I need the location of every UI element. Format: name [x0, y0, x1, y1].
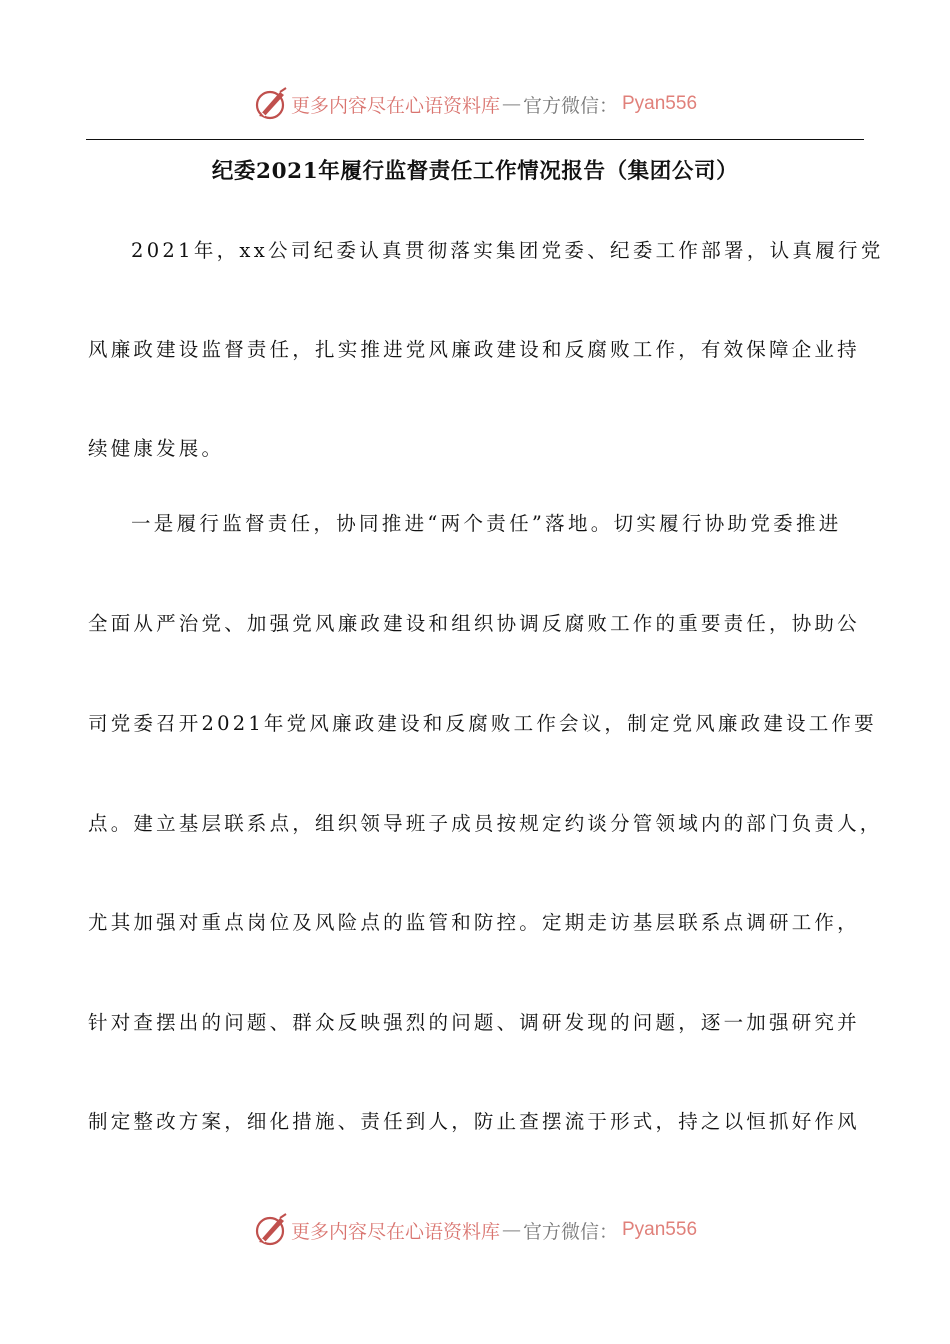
paragraph-line: 一是履行监督责任，协同推进“两个责任”落地。切实履行协助党委推进 [131, 512, 842, 535]
paragraph-line: 风廉政建设监督责任，扎实推进党风廉政建设和反腐败工作，有效保障企业持 [88, 338, 860, 361]
banner-dash: — [501, 1219, 521, 1241]
paragraph-line: 点。建立基层联系点，组织领导班子成员按规定约谈分管领域内的部门负责人， [88, 812, 883, 835]
banner-dash: — [501, 93, 521, 115]
banner-wechat-id: Pyan556 [622, 93, 698, 114]
banner-wechat-id: Pyan556 [622, 1219, 698, 1240]
banner-text: 更多内容尽在心语资料库 [290, 94, 500, 117]
paragraph-line: 制定整改方案，细化措施、责任到人，防止查摆流于形式，持之以恒抓好作风 [88, 1110, 860, 1133]
banner-text: 更多内容尽在心语资料库 [290, 1220, 500, 1243]
banner-wechat-label: 官方微信： [522, 94, 618, 117]
banner-wechat-label: 官方微信： [522, 1220, 618, 1243]
paragraph-line: 司党委召开2021年党风廉政建设和反腐败工作会议，制定党风廉政建设工作要 [88, 712, 877, 735]
footer-banner [0, 1210, 950, 1250]
paragraph-line: 全面从严治党、加强党风廉政建设和组织协调反腐败工作的重要责任，协助公 [88, 612, 860, 635]
paragraph-line: 尤其加强对重点岗位及风险点的监管和防控。定期走访基层联系点调研工作， [88, 911, 860, 934]
quill-pen-logo-icon [253, 86, 289, 122]
paragraph-line: 2021年，xx公司纪委认真贯彻落实集团党委、纪委工作部署，认真履行党 [131, 239, 884, 262]
quill-pen-logo-icon [253, 1212, 289, 1248]
document-title: 纪委2021年履行监督责任工作情况报告（集团公司） [211, 159, 739, 184]
paragraph-line: 针对查摆出的问题、群众反映强烈的问题、调研发现的问题，逐一加强研究并 [88, 1011, 860, 1034]
paragraph-line: 续健康发展。 [88, 437, 225, 460]
header-banner [0, 84, 950, 124]
header-divider [86, 139, 864, 140]
